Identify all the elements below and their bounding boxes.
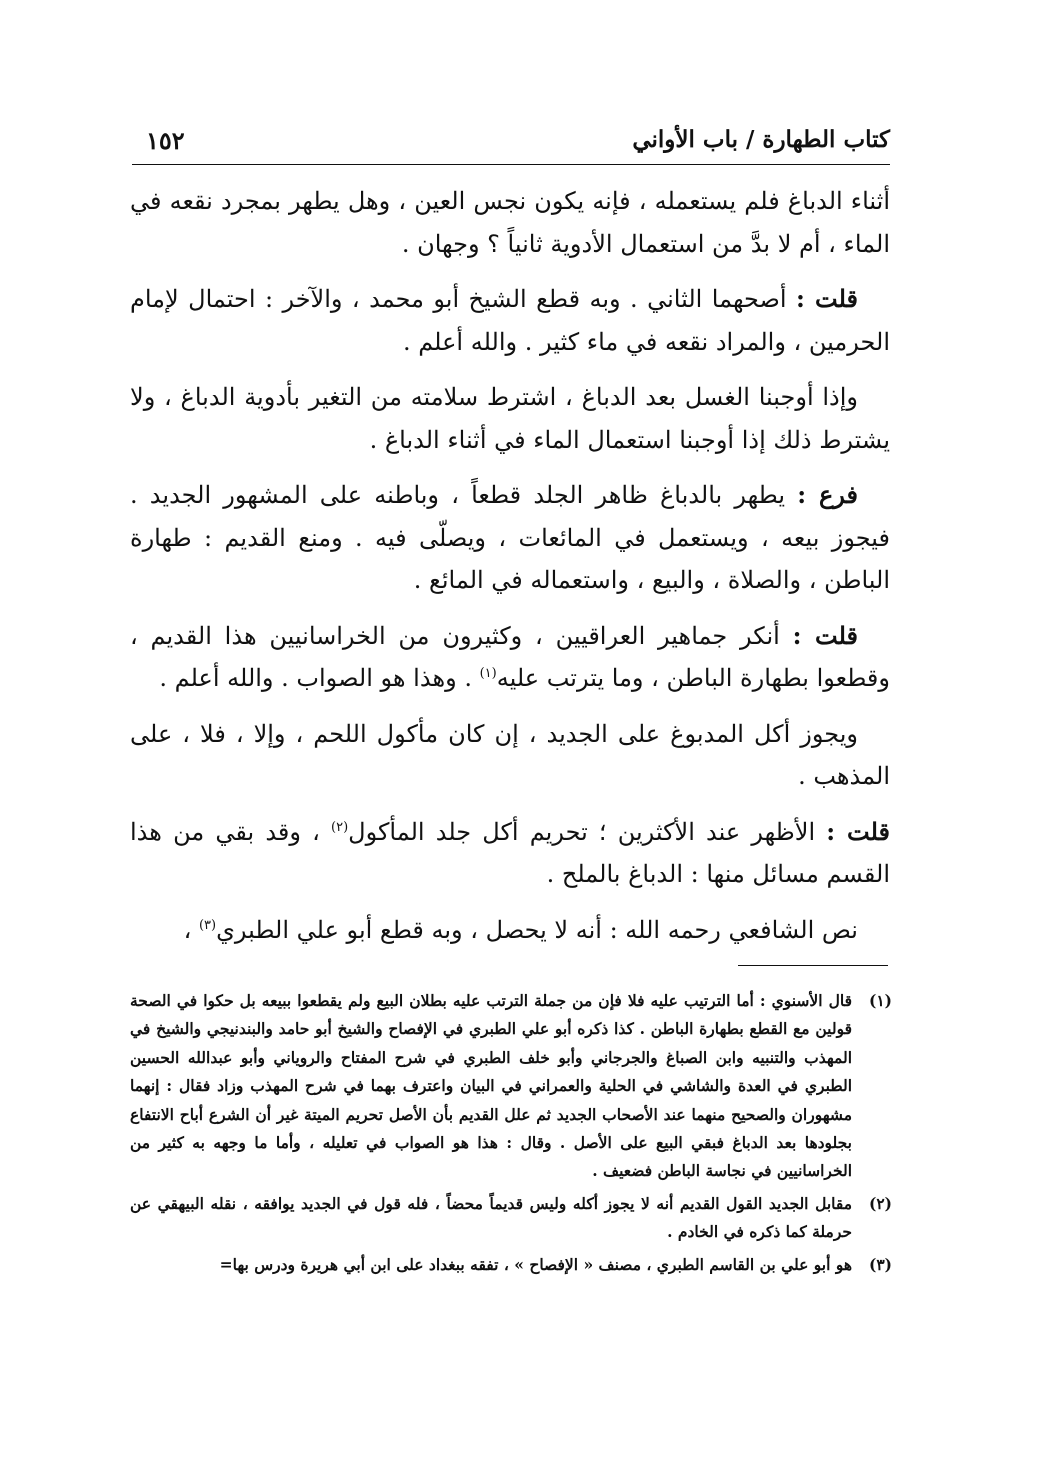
paragraph-2 [130, 278, 890, 363]
paragraph-text: يطهر بالدباغ ظاهر الجلد قطعاً ، وباطنه على المشهور الجديد . فيجوز بيعه ، ويستعمل في المائعات ، ويصلّى فيه . ومنع القديم : طهارة الباطن ، والصلاة ، والبيع ، واستعماله في المائع . [130, 481, 891, 594]
footnote-1 [130, 987, 892, 1186]
footnote-number: (٣) [868, 1254, 892, 1274]
footnote-text: مقابل الجديد القول القديم أنه لا يجوز أكله وليس قديماً محضاً ، فله قول في الجديد يوافقه ، نقله البيهقي عن حرملة كما ذكره في الخادم . [130, 1193, 852, 1242]
paragraph-text: ويجوز أكل المدبوغ على الجديد ، إن كان مأكول اللحم ، وإلا ، فلا ، على المذهب . [130, 719, 890, 790]
qult-label: قلت : [792, 620, 859, 650]
paragraph-text: . وهذا هو الصواب . والله أعلم . [159, 664, 480, 692]
footnote-number: (١) [868, 991, 892, 1010]
footnote-ref-2[interactable]: (٢) [331, 819, 349, 835]
far-label: فرع : [797, 480, 859, 509]
paragraph-8 [130, 909, 890, 952]
paragraph-text: ، [183, 915, 199, 944]
paragraph-text: أثناء الدباغ فلم يستعمله ، فإنه يكون نجس العين ، وهل يطهر بمجرد نقعه في الماء ، أم لا بدَّ من استعمال الأدوية ثانياً ؟ وجهان . [130, 187, 890, 258]
paragraph-3 [130, 376, 890, 461]
paragraph-text: أنكر جماهير العراقيين ، وكثيرون من الخراسانيين هذا القديم ، وقطعوا بطهارة الباطن ، وما يترتب عليه [130, 621, 890, 692]
footnote-number: (٢) [868, 1193, 892, 1213]
paragraph-6 [130, 713, 890, 798]
footnote-2 [130, 1190, 892, 1247]
paragraph-5 [130, 615, 890, 700]
footnote-text: قال الأسنوي : أما الترتيب عليه فلا فإن من جملة الترتب عليه بطلان البيع ولم يقطعوا ببيعه بل حكوا في الصحة قولين مع القطع بطهارة الباطن . كذا ذكره أبو علي الطبري في الإفصاح والشيخ أبو حامد والبندنيجي والشيخ في المهذب والتنبيه وابن الصباغ والجرجاني وأبو خلف الطبري في شرح المفتاح والروياني وأبو عبدالله الحسين الطبري في العدة والشاشي في الحلية والعمراني في البيان واعترف بهما في شرح المهذب وزاد فقال : إنهما مشهوران والصحيح منهما عند الأصحاب الجديد ثم علل القديم بأن الأصل تحريم الميتة غير أن الشرع أباح الانتفاع بجلودها بعد الدباغ فبقي البيع على الأصل . وقال : هذا هو الصواب في تعليله ، وأما ما وجهه به كثير من الخراسانيين في نجاسة الباطن فضعيف . [130, 991, 852, 1181]
paragraph-text: وإذا أوجبنا الغسل بعد الدباغ ، اشترط سلامته من التغير بأدوية الدباغ ، ولا يشترط ذلك إذا أوجبنا استعمال الماء في أثناء الدباغ . [130, 383, 890, 454]
footnote-ref-3[interactable]: (٣) [198, 917, 217, 933]
paragraph-4 [130, 474, 890, 602]
qult-label: قلت : [795, 284, 858, 313]
page-number: ١٥٢ [146, 126, 185, 155]
main-text [130, 180, 890, 964]
paragraph-1 [130, 180, 890, 265]
footnote-text: هو أبو علي بن القاسم الطبري ، مصنف « الإفصاح » ، تفقه ببغداد على ابن أبي هريرة ودرس بها= [219, 1254, 852, 1274]
running-title: كتاب الطهارة / باب الأواني [632, 126, 890, 153]
paragraph-text: ، وقد بقي من هذا القسم مسائل منها : الدباغ بالملح . [130, 817, 890, 888]
running-header [132, 122, 890, 165]
footnote-ref-1[interactable]: (١) [479, 666, 497, 681]
qult-label: قلت : [826, 816, 891, 846]
paragraph-text: نص الشافعي رحمه الله : أنه لا يحصل ، وبه قطع أبو علي الطبري [216, 915, 858, 944]
paragraph-7 [130, 811, 890, 896]
footnotes [130, 987, 892, 1283]
paragraph-text: الأظهر عند الأكثرين ؛ تحريم أكل جلد المأكول [348, 817, 816, 846]
paragraph-text: أصحهما الثاني . وبه قطع الشيخ أبو محمد ، والآخر : احتمال لإمام الحرمين ، والمراد نقعه في ماء كثير . والله أعلم . [130, 285, 890, 356]
footnote-divider [738, 965, 888, 966]
footnote-3 [130, 1251, 892, 1279]
